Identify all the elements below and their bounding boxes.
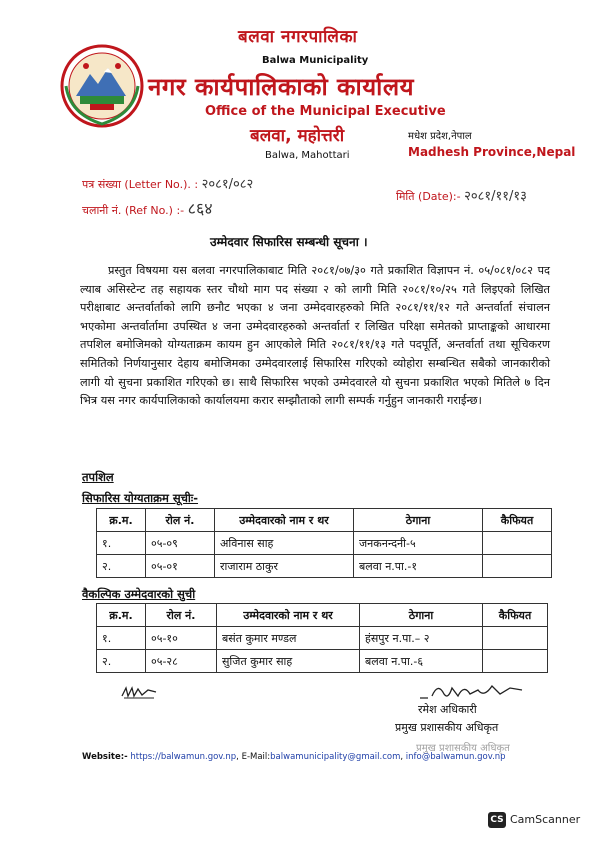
- ref-number-value: ८६४: [187, 199, 213, 218]
- table-row: [97, 532, 552, 555]
- place-np: बलवा, महोत्तरी: [250, 126, 345, 146]
- footer-contact: [82, 752, 506, 762]
- camscanner-text: CamScanner: [510, 813, 581, 826]
- notice-body: प्रस्तुत विषयमा यस बलवा नगरपालिकाबाट मिति २०८१/०७/३० गते प्रकाशित विज्ञापन नं. ०५/०८१/०८२ पद ल्याब असिस्टेन्ट तह सहायक स्तर चौथो माग पद संख्या २ को लागी मिति २०८१/१०/२५ गते लिइएको लिखित परीक्षाबाट अन्तर्वार्ताको लागि छनौट भएका ४ जना उम्मेदवारहरुको मिति २०८१/११/१२ गते अन्तर्वार्ता संचालन भएकोमा अन्तर्वार्तामा उपस्थित ४ जना उम्मेदवारहरुको अन्तर्वार्ता र लिखित परिक्षा समेतको प्राप्ताङ्कको आधारमा तपशिल बमोजिमको योग्यताक्रम कायम हुन आएकोले मिति २०८१/११/१३ गते पदपूर्ति, अन्तर्वार्ता तथा सूचिकरण समितिको निर्णयानुसार देहाय बमोजिमका उम्मेदवारलाई सिफारिस गरिएको व्योहोरा सम्बन्धित सबैको जानकारीको लागी यो सुचना प्रकाशित गरिएको छ। साथै सिफारिस भएको उम्मेदवारले यो सुचना प्रकाशित भएको मितिले ७ दिन भित्र यस नगर कार्यपालिकाको कार्यालयमा करार सम्झौताको लागी सम्पर्क गर्नुहुन जानकारी गराईन्छ।: [80, 264, 550, 408]
- merit-table-header-row: [97, 509, 552, 532]
- cell-name: सुजित कुमार साह: [217, 650, 360, 673]
- email-link-1[interactable]: balwamunicipality@gmail.com: [270, 752, 401, 762]
- cell-roll: ०५-२८: [146, 650, 217, 673]
- table-row: [97, 650, 548, 673]
- notice-subject: उम्मेदवार सिफारिस सम्बन्धी सूचना ।: [210, 235, 368, 249]
- province-np: मधेश प्रदेश,नेपाल: [408, 131, 472, 142]
- province-en: Madhesh Province,Nepal: [408, 145, 576, 159]
- col-name: उम्मेदवारको नाम र थर: [217, 604, 360, 627]
- cell-roll: ०५-०९: [146, 532, 215, 555]
- email-separator: , E-Mail:: [236, 752, 271, 762]
- col-address: ठेगाना: [360, 604, 483, 627]
- letter-number-value: २०८१/०८२: [201, 177, 254, 192]
- municipality-name-np: बलवा नगरपालिका: [238, 27, 358, 47]
- col-remarks: कैफियत: [483, 509, 552, 532]
- date-label: मिति (Date):-: [396, 190, 461, 203]
- signatory-title: प्रमुख प्रशासकीय अधिकृत: [395, 721, 499, 734]
- alternate-list-heading: वैकल्पिक उम्मेदवारको सुची: [82, 587, 196, 601]
- cell-sn: १.: [97, 532, 146, 555]
- col-address: ठेगाना: [354, 509, 483, 532]
- col-name: उम्मेदवारको नाम र थर: [215, 509, 354, 532]
- municipality-emblem-logo: [60, 44, 145, 129]
- cell-remarks: [483, 650, 548, 673]
- col-sn: क्र.म.: [97, 509, 146, 532]
- cell-address: बलवा न.पा.-६: [360, 650, 483, 673]
- tapsil-heading: तपशिल: [82, 470, 114, 484]
- cell-remarks: [483, 532, 552, 555]
- municipality-name-en: Balwa Municipality: [262, 55, 369, 66]
- official-stamp: प्रमुख प्रशासकीय अधिकृत: [416, 743, 510, 754]
- cell-address: जनकनन्दनी-५: [354, 532, 483, 555]
- cell-name: अविनास साह: [215, 532, 354, 555]
- office-name-np: नगर कार्यपालिकाको कार्यालय: [148, 73, 415, 101]
- ref-number-label: चलानी नं. (Ref No.) :-: [82, 204, 185, 217]
- cell-remarks: [483, 555, 552, 578]
- col-roll: रोल नं.: [146, 604, 217, 627]
- merit-list-heading: सिफारिस योग्यताक्रम सूचीः-: [82, 491, 199, 505]
- initials-scribble: [120, 684, 160, 700]
- letter-number: [82, 174, 253, 192]
- website-link[interactable]: https://balwamun.gov.np: [130, 752, 237, 762]
- office-name-en: Office of the Municipal Executive: [205, 104, 446, 119]
- merit-list-table: [96, 508, 552, 578]
- table-row: [97, 627, 548, 650]
- email-link-2[interactable]: info@balwamun.gov.np: [405, 752, 506, 762]
- signatory-name: रमेश अधिकारी: [418, 703, 477, 716]
- cell-address: बलवा न.पा.-१: [354, 555, 483, 578]
- email-separator-2: ,: [400, 752, 406, 762]
- place-en: Balwa, Mahottari: [265, 150, 350, 161]
- camscanner-watermark: [488, 812, 580, 828]
- cell-sn: २.: [97, 650, 146, 673]
- ref-number: [82, 197, 213, 219]
- cell-remarks: [483, 627, 548, 650]
- col-remarks: कैफियत: [483, 604, 548, 627]
- website-label: Website:-: [82, 752, 128, 762]
- alternate-table-header-row: [97, 604, 548, 627]
- signature-scribble: [418, 680, 528, 702]
- col-roll: रोल नं.: [146, 509, 215, 532]
- alternate-list-table: [96, 603, 548, 673]
- cell-address: हंसपुर न.पा.– २: [360, 627, 483, 650]
- table-row: [97, 555, 552, 578]
- letter-number-label: पत्र संख्या (Letter No.). :: [82, 178, 199, 191]
- cell-sn: १.: [97, 627, 146, 650]
- cell-sn: २.: [97, 555, 146, 578]
- cell-roll: ०५-०१: [146, 555, 215, 578]
- cell-name: बसंत कुमार मण्डल: [217, 627, 360, 650]
- date: [396, 186, 527, 204]
- date-value: २०८१/११/१३: [464, 189, 527, 204]
- cell-name: राजाराम ठाकुर: [215, 555, 354, 578]
- cell-roll: ०५-१०: [146, 627, 217, 650]
- col-sn: क्र.म.: [97, 604, 146, 627]
- camscanner-icon: CS: [488, 812, 506, 828]
